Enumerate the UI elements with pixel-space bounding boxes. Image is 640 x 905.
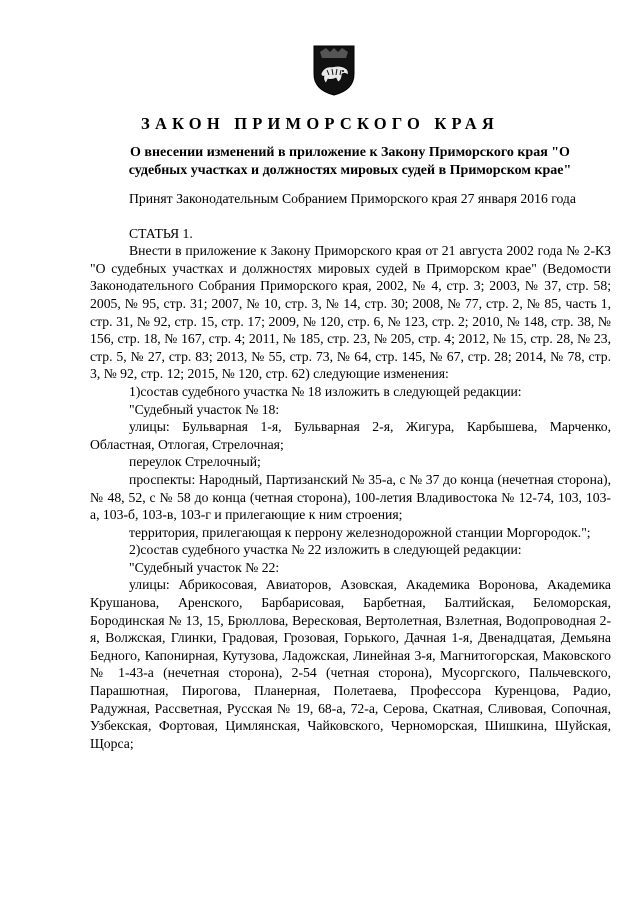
district-22-streets: улицы: Абрикосовая, Авиаторов, Азовская, Академика Воронова, Академика Крушанова, Аренского, Барбарисовая, Барбетная, Балтийская, Беломорская, Бородинская № 13, 15, Брюллова, Вересковая, Вертолетная, Взлетная, Водопроводная 2-я, Волжская, Глинки, Градовая, Грозовая, Горького, Дачная 1-я, Двенадцатая, Демьяна Бедного, Капонирная, Кутузова, Ладожская, Линейная 3-я, Магнитогорская, Маковского № 1-43-а (нечетная сторона), 2-54 (четная сторона), Мусоргского, Пальчевского, Парашютная, Пирогова, Планерная, Полетаева, Профессора Куренцова, Радио, Радужная, Рассветная, Русская № 19, 68-а, 72-а, Серова, Скатная, Сливовая, Сопочная, Узбекская, Фортовая, Цимлянская, Чайковского, Черноморская, Шишкина, Шуйская, Щорса; — [90, 577, 611, 751]
district-18-territory: территория, прилегающая к перрону железнодорожной станции Моргородок."; — [129, 524, 591, 540]
law-subtitle-line-2: судебных участках и должностях мировых судей в Приморском крае" — [128, 163, 572, 178]
article-intro: Внести в приложение к Закону Приморского края от 21 августа 2002 года № 2-КЗ "О судебных участках и должностях мировых судей в Приморском крае" (Ведомости Законодательного Собрания Приморского края, 2002, № 4, стр. 3; 2003, № 37, стр. 58; 2005, № 95, стр. 31; 2007, № 10, стр. 3, № 14, стр. 30; 2008, № 77, стр. 2, № 85, часть 1, стр. 31, № 92, стр. 15, стр. 17; 2009, № 120, стр. 6, № 123, стр. 2; 2010, № 148, стр. 38, № 156, стр. 18, № 167, стр. 4; 2011, № 185, стр. 23, № 205, стр. 4; 2012, № 15, стр. 28, № 23, стр. 5, № 27, стр. 83; 2013, № 55, стр. 73, № 64, стр. 145, № 67, стр. 28; 2014, № 78, стр. 3, № 92, стр. 12; 2015, № 120, стр. 62) следующие изменения: — [90, 243, 611, 382]
item-1-heading: 1)состав судебного участка № 18 изложить в следующей редакции: — [129, 383, 522, 399]
district-18-avenues: проспекты: Народный, Партизанский № 35-а, с № 37 до конца (нечетная сторона), № 48, 52, с № 58 до конца (четная сторона), 100-летия Владивостока № 12-74, 103, 103-а, 103-б, 103-в, 103-г и прилегающие к ним строения; — [90, 471, 611, 523]
district-18-title: "Судебный участок № 18: — [129, 401, 280, 417]
district-22-title: "Судебный участок № 22: — [129, 559, 280, 575]
district-18-streets: улицы: Бульварная 1-я, Бульварная 2-я, Жигура, Карбышева, Марченко, Областная, Отлогая, Стрелочная; — [90, 419, 611, 452]
law-subtitle-line-1: О внесении изменений в приложение к Закону Приморского края "О — [130, 145, 570, 160]
coat-of-arms-tiger-icon — [312, 44, 356, 96]
adoption-note: Принят Законодательным Собранием Приморского края 27 января 2016 года — [129, 191, 576, 206]
document-body — [90, 190, 611, 752]
law-subtitle — [90, 144, 610, 180]
law-title: ЗАКОН ПРИМОРСКОГО КРАЯ — [141, 114, 499, 133]
district-18-lane: переулок Стрелочный; — [129, 454, 261, 470]
item-2-heading: 2)состав судебного участка № 22 изложить в следующей редакции: — [129, 542, 522, 558]
article-heading: СТАТЬЯ 1. — [129, 225, 193, 241]
